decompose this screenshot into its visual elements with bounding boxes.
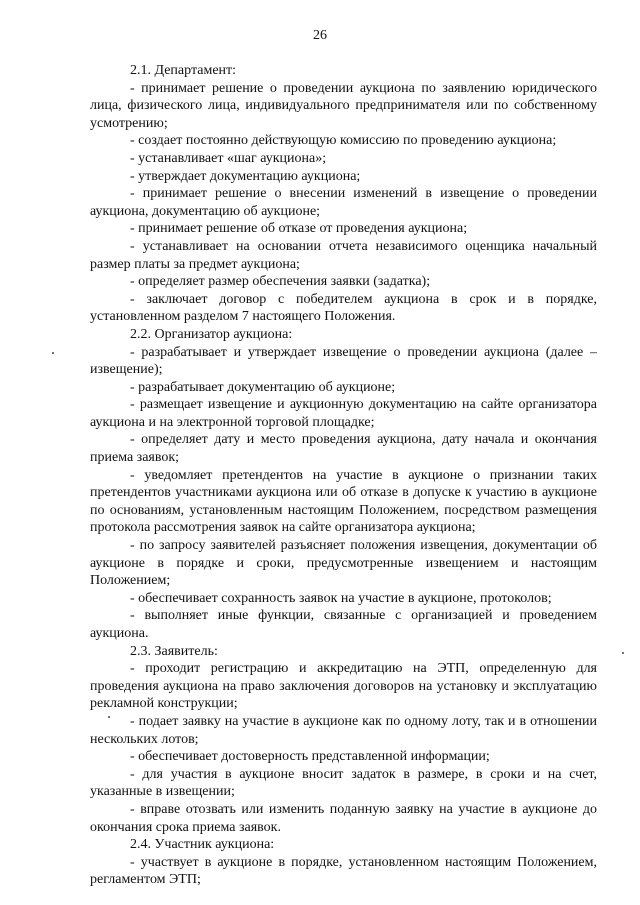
list-item: - проходит регистрацию и аккредитацию на ЭТП, определенную для проведения аукциона на право заключения договоров на установку и эксплуатацию рекламной конструкции;: [90, 661, 597, 712]
list-item: - разрабатывает и утверждает извещение о проведении аукциона (далее – извещение);: [90, 344, 597, 378]
list-item: - разрабатывает документацию об аукционе;: [130, 379, 396, 395]
scan-speck: [622, 652, 624, 654]
scan-speck: [52, 352, 54, 354]
list-item: - определяет размер обеспечения заявки (задатка);: [130, 274, 431, 290]
scan-speck: [108, 716, 110, 718]
list-item: - создает постоянно действующую комиссию по проведению аукциона;: [130, 133, 557, 149]
list-item: - утверждает документацию аукциона;: [130, 168, 361, 184]
list-item: - заключает договор с победителем аукциона в срок и в порядке, установленном разделом 7 настоящего Положения.: [90, 291, 597, 325]
page-number: 26: [313, 28, 327, 43]
list-item: - устанавливает на основании отчета независимого оценщика начальный размер платы за предмет аукциона;: [90, 238, 597, 272]
list-item: - принимает решение о проведении аукциона по заявлению юридического лица, физического лица, индивидуального предпринимателя или по собственному усмотрению;: [90, 80, 597, 131]
list-item: - по запросу заявителей разъясняет положения извещения, документации об аукционе в порядке и сроки, предусмотренные извещением и настоящим Положением;: [90, 538, 597, 589]
section-heading: 2.1. Департамент:: [130, 63, 237, 78]
list-item: - размещает извещение и аукционную документацию на сайте организатора аукциона и на электронной торговой площадке;: [90, 397, 597, 430]
list-item: - устанавливает «шаг аукциона»;: [130, 150, 327, 166]
section-heading: 2.2. Организатор аукциона:: [130, 326, 293, 342]
list-item: - для участия в аукционе вносит задаток в размере, в сроки и на счет, указанные в извещении;: [90, 766, 597, 800]
list-item: - вправе отозвать или изменить поданную заявку на участие в аукционе до окончания срока приема заявок.: [90, 801, 597, 835]
list-item: - участвует в аукционе в порядке, установленном настоящим Положением, регламентом ЭТП;: [90, 854, 597, 888]
list-item: - принимает решение о внесении изменений в извещение о проведении аукциона, документацию об аукционе;: [90, 186, 597, 219]
list-item: - принимает решение об отказе от проведения аукциона;: [130, 221, 468, 237]
list-item: - обеспечивает сохранность заявок на участие в аукционе, протоколов;: [130, 590, 552, 606]
list-item: - выполняет иные функции, связанные с организацией и проведением аукциона.: [90, 608, 597, 641]
section-heading: 2.3. Заявитель:: [130, 643, 218, 659]
list-item: - обеспечивает достоверность представленной информации;: [130, 749, 490, 765]
list-item: - уведомляет претендентов на участие в аукционе о признании таких претендентов участниками аукциона или об отказе в допуске к участию в аукционе по основаниям, установленным настоящим Положением, посредством размещения протокола рассмотрения заявок на сайте организатора аукциона;: [90, 467, 597, 536]
list-item: - подает заявку на участие в аукционе как по одному лоту, так и в отношении нескольких лотов;: [90, 713, 597, 747]
section-heading: 2.4. Участник аукциона:: [130, 837, 275, 853]
list-item: - определяет дату и место проведения аукциона, дату начала и окончания приема заявок;: [90, 432, 597, 466]
document-body: [90, 62, 597, 889]
